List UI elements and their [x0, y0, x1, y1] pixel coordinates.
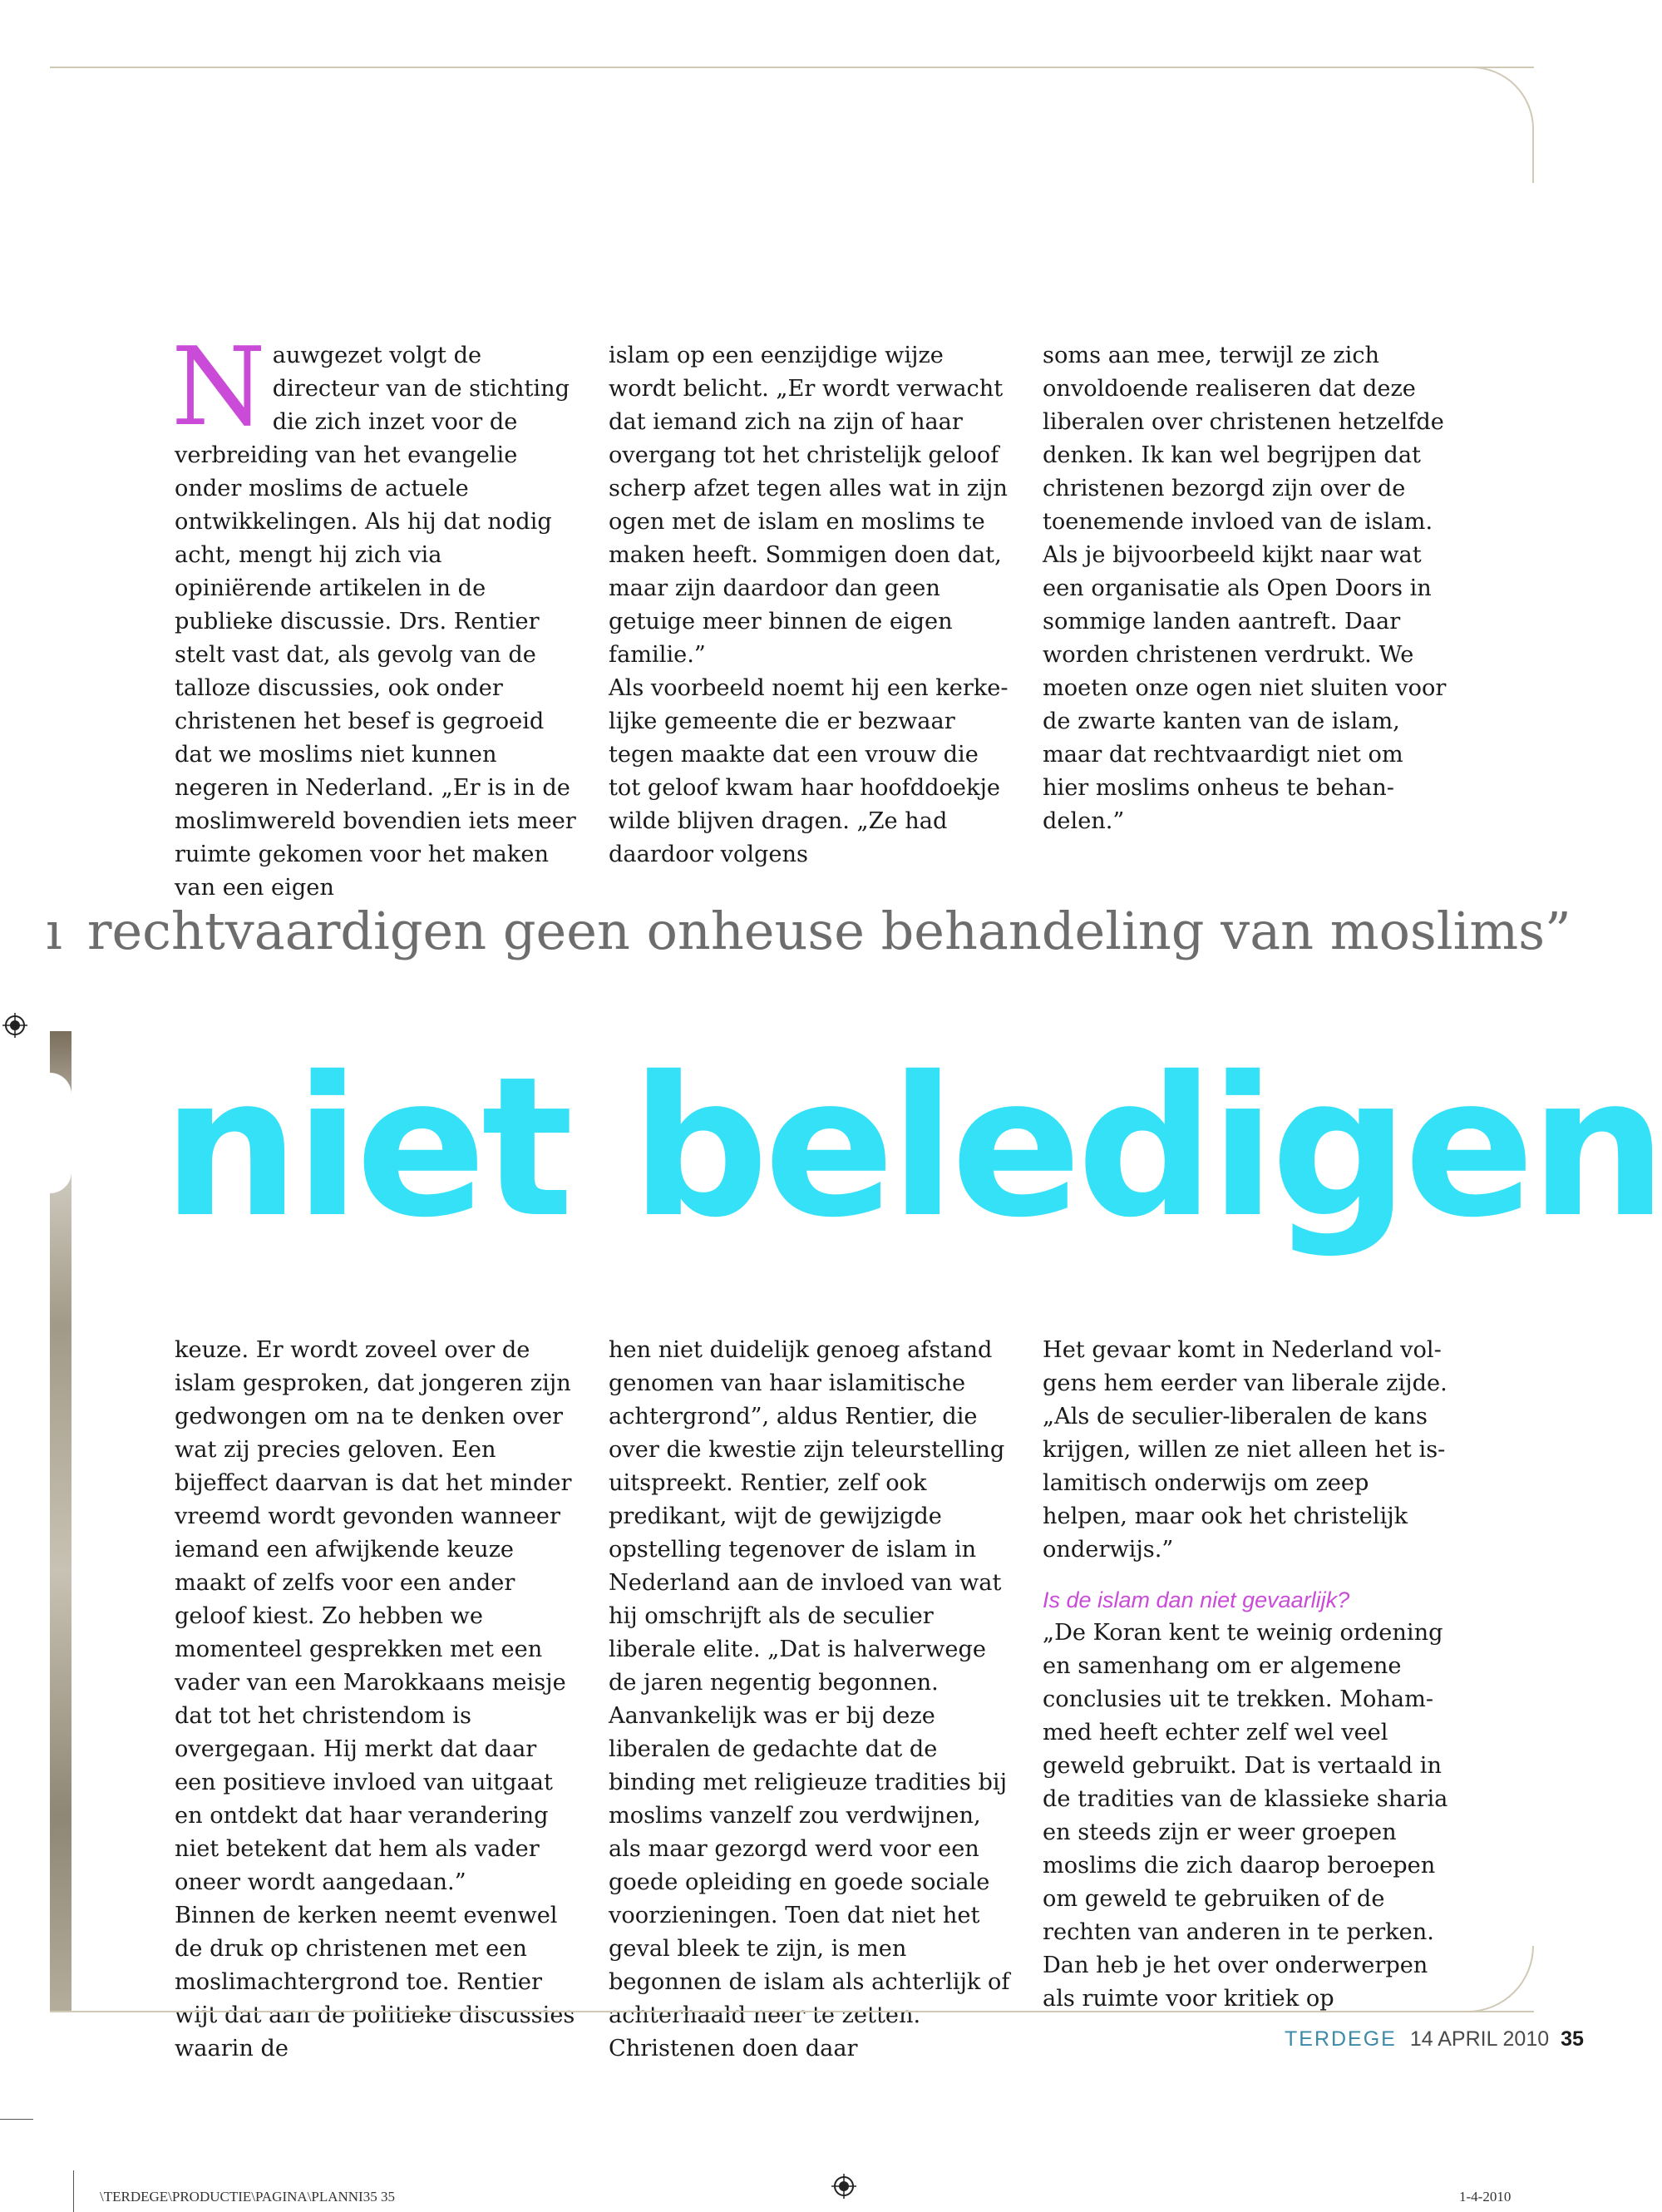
registration-mark-icon [2, 1013, 27, 1038]
photo-edge-notch [50, 1073, 72, 1193]
column-2-top [609, 339, 1014, 871]
paragraph-text: auwgezet volgt de directeur van de stichting die zich inzet voor de verbreiding van het evangelie onder moslims de actuele ontwikkelingen. Als hij dat nodig acht, mengt hij zich via opiniërende artikelen in de publieke discussie. Drs. Rentier stelt vast dat, als gevolg van de talloze discussies, ook onder christenen het besef is gegroeid dat we moslims niet kunnen negeren in Nederland. „Er is in de moslimwereld bovendien iets meer ruimte gekomen voor het maken van een eigen [175, 343, 576, 901]
print-slug-path: \TERDEGE\PRODUCTIE\PAGINA\PLANNI35 35 [100, 2189, 395, 2205]
page-number: 35 [1561, 2027, 1584, 2051]
print-slug-date: 1-4-2010 [1459, 2189, 1512, 2205]
registration-mark-icon [831, 2174, 856, 2199]
paragraph [171, 323, 580, 905]
paragraph: Binnen de kerken neemt evenwel de druk op christenen met een moslimachtergrond toe. Rentier wijt dat aan de politieke discussies waarin de [175, 1903, 575, 2061]
paragraph: islam op een eenzijdige wijze wordt belicht. „Er wordt verwacht dat iemand zich na zijn of haar overgang tot het christelijk geloof scherp afzet tegen alles wat in zijn ogen met de islam en moslims te maken heeft. Sommigen doen dat, maar zijn daardoor dan geen getuige meer binnen de eigen familie.” [609, 343, 1008, 668]
paragraph: Als voorbeeld noemt hij een kerkelijke gemeente die er bezwaar tegen maakte dat een vrouw die tot geloof kwam haar hoofddoekje wilde blijven dragen. „Ze had daardoor volgens [609, 675, 1009, 867]
top-rule-corner [1472, 67, 1534, 183]
pull-quote [46, 898, 1571, 965]
paragraph: Het gevaar komt in Nederland volgens hem eerder van liberale zijde. „Als de seculier-liberalen de kans krijgen, willen ze niet alleen het islamitisch onderwijs om zeep helpen, maar ook het christelijk onderwijs.” [1043, 1337, 1447, 1563]
paragraph: „De Koran kent te weinig ordening en samenhang om er algemene conclusies uit te trekken. Mohammed heeft echter zelf wel veel geweld gebruikt. Dat is vertaald in de tradities van de klassieke sharia en steeds zijn er weer groepen moslims die zich daarop beroepen om geweld te gebruiken of de rechten van anderen in te perken. Dan heb je het over onderwerpen als ruimte voor kritiek op [1043, 1620, 1448, 2012]
pull-quote-text: rechtvaardigen geen onheuse behandeling van moslims” [86, 901, 1571, 961]
paragraph: hen niet duidelijk genoeg afstand genomen van haar islamitische achtergrond”, aldus Rentier, die over die kwestie zijn teleurstelling uitspreekt. Rentier, zelf ook predikant, wijt de gewijzigde opstelling tegenover de islam in Nederland aan de invloed van wat hij omschrijft als de seculier liberale elite. „Dat is halverwege de jaren negentig begonnen. Aanvankelijk was er bij deze liberalen de gedachte dat de binding met religieuze tradities bij moslims vanzelf zou verdwijnen, als maar gezorgd werd voor een goede opleiding en goede sociale voorzieningen. Toen dat niet het geval bleek te zijn, is men begonnen de islam als achterlijk of achterhaald neer te zetten. Christenen doen daar [609, 1337, 1010, 2061]
dropcap: N [171, 323, 266, 450]
column-2-bottom [609, 1334, 1014, 2066]
crop-mark [73, 2170, 74, 2212]
issue-date: 14 APRIL 2010 [1409, 2027, 1550, 2051]
bottom-rule [50, 2011, 1534, 2012]
magazine-name: TERDEGE [1285, 2027, 1397, 2051]
bottom-rule-corner [1463, 1946, 1534, 2012]
column-1-top [171, 323, 580, 905]
column-3-bottom [1043, 1334, 1448, 2016]
page-footer [1285, 2026, 1584, 2052]
paragraph: keuze. Er wordt zoveel over de islam gesproken, dat jongeren zijn gedwongen om na te denken over wat zij precies geloven. Een bijeffect daarvan is dat het minder vreemd wordt gevonden wanneer iemand een afwijkende keuze maakt of zelfs voor een ander geloof kiest. Zo hebben we momenteel gesprekken met een vader van een Marokkaans meisje dat tot het christendom is overgegaan. Hij merkt dat daar een positieve invloed van uitgaat en ontdekt dat haar verandering niet betekent dat hem als vader oneer wordt aangedaan.” [175, 1337, 572, 1895]
crop-mark [0, 2119, 33, 2120]
headline: niet beledigen [162, 1035, 1662, 1260]
pull-quote-stub: ı [46, 901, 62, 961]
column-1-bottom [175, 1334, 580, 2066]
column-3-top [1043, 339, 1448, 838]
subhead: Is de islam dan niet gevaarlijk? [1043, 1587, 1350, 1612]
paragraph: soms aan mee, terwijl ze zich onvoldoende realiseren dat deze liberalen over christenen hetzelfde denken. Ik kan wel begrijpen dat christenen bezorgd zijn over de toenemende invloed van de islam. Als je bijvoorbeeld kijkt naar wat een organisatie als Open Doors in sommige landen aantreft. Daar worden christenen verdrukt. We moeten onze ogen niet sluiten voor de zwarte kanten van de islam, maar dat rechtvaardigt niet om hier moslims onheus te behandelen.” [1043, 343, 1447, 834]
top-rule [50, 67, 1534, 68]
